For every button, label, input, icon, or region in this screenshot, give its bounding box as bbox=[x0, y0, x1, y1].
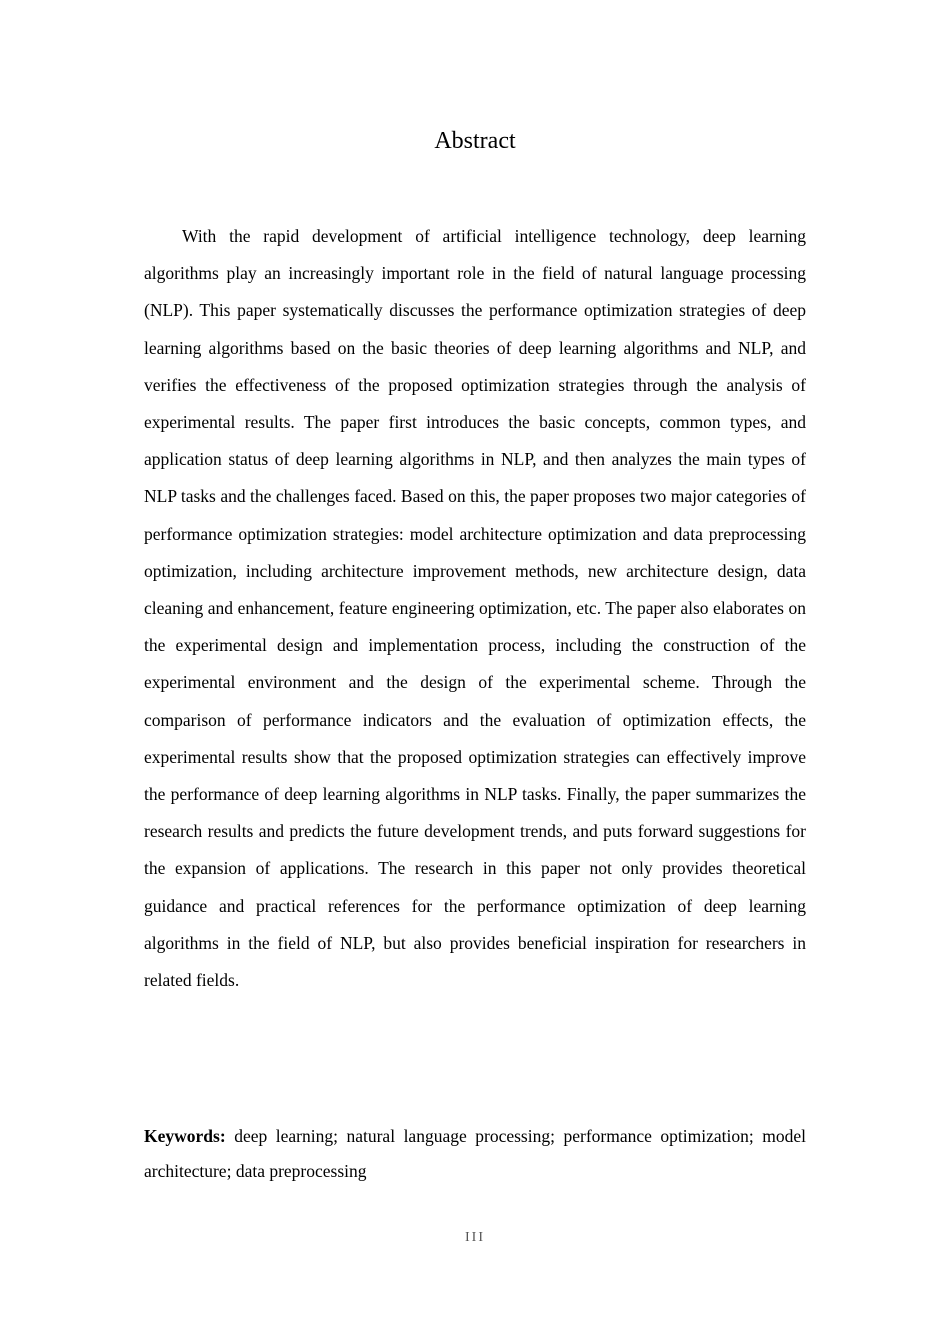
keywords-line bbox=[144, 1119, 806, 1189]
abstract-body: With the rapid development of artificial intelligence technology, deep learning algorithms play an increasingly important role in the field of natural language processing (NLP). This paper systematically discusses the performance optimization strategies of deep learning algorithms based on the basic theories of deep learning algorithms and NLP, and verifies the effectiveness of the proposed optimization strategies through the analysis of experimental results. The paper first introduces the basic concepts, common types, and application status of deep learning algorithms in NLP, and then analyzes the main types of NLP tasks and the challenges faced. Based on this, the paper proposes two major categories of performance optimization strategies: model architecture optimization and data preprocessing optimization, including architecture improvement methods, new architecture design, data cleaning and enhancement, feature engineering optimization, etc. The paper also elaborates on the experimental design and implementation process, including the construction of the experimental environment and the design of the experimental scheme. Through the comparison of performance indicators and the evaluation of optimization effects, the experimental results show that the proposed optimization strategies can effectively improve the performance of deep learning algorithms in NLP tasks. Finally, the paper summarizes the research results and predicts the future development trends, and puts forward suggestions for the expansion of applications. The research in this paper not only provides theoretical guidance and practical references for the performance optimization of deep learning algorithms in the field of NLP, but also provides beneficial inspiration for researchers in related fields. bbox=[144, 226, 806, 991]
keywords-label: Keywords: bbox=[144, 1126, 226, 1146]
page-number: III bbox=[465, 1230, 485, 1245]
keywords-text: deep learning; natural language processing; performance optimization; model architecture; data preprocessing bbox=[144, 1126, 807, 1181]
page-title: Abstract bbox=[434, 128, 516, 154]
